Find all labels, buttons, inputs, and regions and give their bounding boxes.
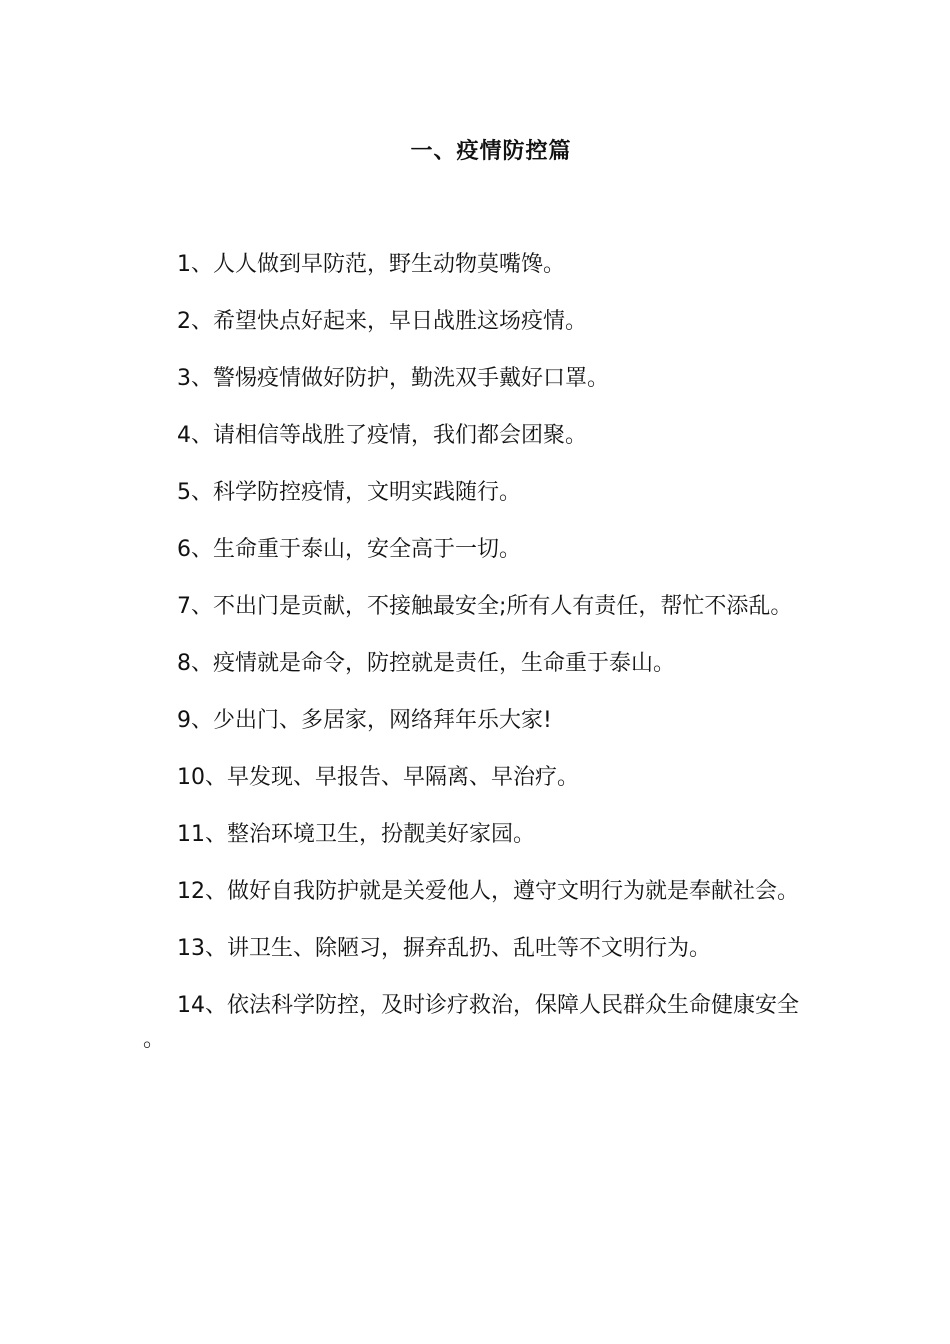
page-title: 一、疫情防控篇 [410,139,572,164]
slogan-item: 12、做好自我防护就是关爱他人，遵守文明行为就是奉献社会。 [177,879,799,904]
slogan-item: 1、人人做到早防范，野生动物莫嘴馋。 [177,252,565,277]
slogan-item: 4、请相信等战胜了疫情，我们都会团聚。 [177,423,587,448]
slogan-item: 13、讲卫生、除陋习，摒弃乱扔、乱吐等不文明行为。 [177,936,711,961]
slogan-item: 6、生命重于泰山，安全高于一切。 [177,537,521,562]
slogan-item: 10、早发现、早报告、早隔离、早治疗。 [177,765,579,790]
slogan-item: 5、科学防控疫情，文明实践随行。 [177,480,521,505]
slogan-item: 2、希望快点好起来，早日战胜这场疫情。 [177,309,587,334]
slogan-item: 3、警惕疫情做好防护，勤洗双手戴好口罩。 [177,366,609,391]
slogan-item: 7、不出门是贡献，不接触最安全;所有人有责任，帮忙不添乱。 [177,594,793,619]
slogan-item: 14、依法科学防控，及时诊疗救治，保障人民群众生命健康安全。 [143,993,799,1052]
slogan-item: 9、少出门、多居家，网络拜年乐大家! [177,708,552,733]
slogan-list [143,248,813,1080]
slogan-item: 11、整治环境卫生，扮靓美好家园。 [177,822,535,847]
slogan-item: 8、疫情就是命令，防控就是责任，生命重于泰山。 [177,651,675,676]
